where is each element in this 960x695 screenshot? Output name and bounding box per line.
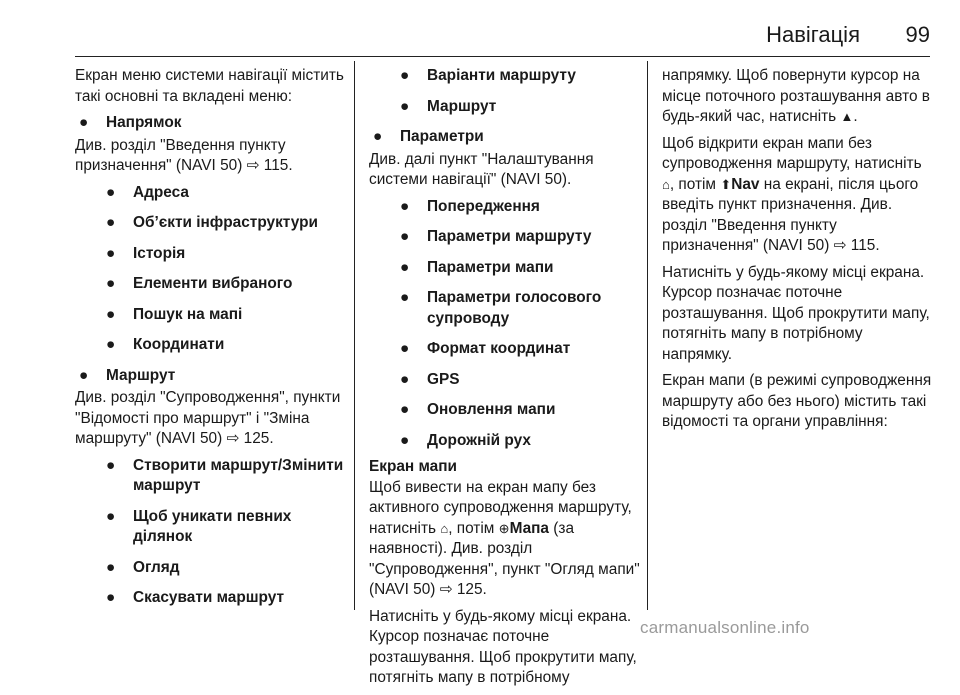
paragraph-text: на екрані, після цього введіть пункт призначення. Див. розділ "Введення пункту призначення" (NAVI 50) ⇨ 115. bbox=[662, 175, 919, 254]
bullet-icon: ● bbox=[106, 507, 116, 525]
list-item bbox=[102, 305, 347, 326]
menu-item-route: Маршрут bbox=[106, 366, 176, 384]
list-item bbox=[102, 183, 347, 204]
submenu-item: Історія bbox=[133, 244, 186, 262]
bullet-icon: ● bbox=[106, 305, 116, 323]
list-item bbox=[102, 335, 347, 356]
nav-label: Nav bbox=[731, 175, 760, 193]
paragraph: Натисніть у будь-якому місці екрана. Курсор позначає поточне розташування. Щоб прокрутити мапу, потягніть мапу в потрібному напрямку. bbox=[662, 263, 930, 363]
section-heading: Екран мапи bbox=[369, 458, 458, 475]
paragraph: Натисніть у будь-якому місці екрана. Курсор позначає поточне розташування. Щоб прокрутити мапу, потягніть мапу в потрібному bbox=[369, 607, 637, 686]
bullet-icon: ● bbox=[79, 114, 89, 131]
bullet-icon: ● bbox=[106, 244, 116, 262]
bullet-icon: ● bbox=[400, 289, 410, 306]
submenu-item: Попередження bbox=[427, 197, 540, 215]
list-item bbox=[102, 244, 347, 265]
bullet-icon: ● bbox=[400, 370, 410, 388]
bullet-icon: ● bbox=[106, 214, 116, 231]
bullet-icon: ● bbox=[400, 401, 410, 418]
submenu-item: Дорожній рух bbox=[427, 431, 531, 449]
submenu-item: Адреса bbox=[133, 183, 189, 201]
column-2 bbox=[369, 66, 641, 695]
list-item bbox=[102, 456, 347, 497]
paragraph bbox=[369, 478, 641, 601]
page-number: 99 bbox=[905, 22, 930, 47]
paragraph-text: (за наявності). Див. розділ "Супроводження", пункт "Огляд мапи" (NAVI 50) ⇨ 125. bbox=[369, 519, 640, 598]
item-description: Див. розділ "Введення пункту призначення" (NAVI 50) ⇨ 115. bbox=[75, 136, 293, 174]
list-item bbox=[396, 370, 641, 391]
submenu-item: Створити маршрут/Змінити маршрут bbox=[133, 456, 344, 494]
submenu-item: Оновлення мапи bbox=[427, 401, 556, 418]
home-icon: ⌂ bbox=[662, 176, 670, 192]
paragraph bbox=[662, 66, 936, 128]
bullet-icon: ● bbox=[400, 197, 410, 215]
bullet-icon: ● bbox=[106, 275, 116, 292]
submenu-item: Щоб уникати певних ділянок bbox=[133, 507, 292, 545]
bullet-icon: ● bbox=[400, 340, 410, 357]
submenu-item: Об’єкти інфраструктури bbox=[133, 214, 318, 231]
bullet-icon: ● bbox=[106, 336, 116, 353]
item-description: Див. далі пункт "Налаштування системи навігації" (NAVI 50). bbox=[369, 150, 594, 188]
map-icon: ⊕ bbox=[498, 520, 510, 536]
bullet-icon: ● bbox=[106, 558, 116, 576]
paragraph-text: , потім bbox=[448, 519, 495, 537]
paragraph-text: Щоб відкрити екран мапи без супроводження маршруту, натисніть bbox=[662, 134, 922, 172]
page-header-title: Навігація bbox=[766, 22, 860, 47]
nav-icon: ⬆ bbox=[720, 176, 732, 192]
column-3 bbox=[662, 66, 936, 439]
list-item bbox=[102, 274, 347, 295]
list-item bbox=[102, 558, 347, 579]
submenu-item: Огляд bbox=[133, 558, 180, 576]
submenu-item: Формат координат bbox=[427, 340, 571, 357]
bullet-icon: ● bbox=[106, 589, 116, 606]
paragraph bbox=[662, 134, 936, 257]
list-item bbox=[102, 507, 347, 548]
menu-item-settings: Параметри bbox=[400, 128, 484, 145]
submenu-item: Координати bbox=[133, 336, 225, 353]
item-description: Див. розділ "Супроводження", пункти "Відомості про маршрут" і "Зміна маршруту" (NAVI 50) ⇨ 125. bbox=[75, 389, 341, 447]
list-item bbox=[396, 66, 641, 87]
paragraph-text: , потім bbox=[669, 175, 717, 193]
bullet-icon: ● bbox=[400, 431, 410, 449]
paragraph: Екран мапи (в режимі супроводження маршруту або без нього) містить такі відомості та органи управління: bbox=[662, 372, 932, 430]
intro-text: Екран меню системи навігації містить такі основні та вкладені меню: bbox=[75, 67, 344, 105]
list-item bbox=[75, 366, 347, 387]
home-icon: ⌂ bbox=[440, 520, 449, 536]
bullet-icon: ● bbox=[400, 228, 410, 245]
submenu-item: Варіанти маршруту bbox=[427, 67, 576, 84]
list-item bbox=[396, 197, 641, 218]
list-item bbox=[102, 588, 347, 609]
map-label: Мапа bbox=[509, 519, 549, 537]
list-item bbox=[396, 288, 641, 329]
list-item bbox=[75, 113, 347, 134]
bullet-icon: ● bbox=[373, 128, 383, 145]
submenu-item: Елементи вибраного bbox=[133, 275, 293, 292]
arrow-up-icon: ▲ bbox=[840, 109, 854, 124]
submenu-item: Маршрут bbox=[427, 97, 497, 115]
list-item bbox=[369, 127, 641, 148]
submenu-item: Параметри маршруту bbox=[427, 228, 592, 245]
paragraph-text: напрямку. Щоб повернути курсор на місце поточного розташування авто в будь-який час, натисніть bbox=[662, 67, 930, 125]
paragraph-text: . bbox=[853, 108, 858, 125]
bullet-icon: ● bbox=[106, 456, 116, 474]
bullet-icon: ● bbox=[400, 258, 410, 276]
submenu-item: Параметри голосового супроводу bbox=[427, 289, 602, 327]
bullet-icon: ● bbox=[400, 97, 410, 115]
menu-item-direction: Напрямок bbox=[106, 114, 182, 131]
bullet-icon: ● bbox=[106, 183, 116, 201]
bullet-icon: ● bbox=[79, 366, 89, 384]
submenu-item: Параметри мапи bbox=[427, 258, 554, 276]
list-item bbox=[102, 213, 347, 234]
list-item bbox=[396, 339, 641, 360]
column-1 bbox=[75, 66, 347, 619]
list-item bbox=[396, 97, 641, 118]
submenu-item: Скасувати маршрут bbox=[133, 589, 285, 606]
watermark-text: carmanualsonline.info bbox=[640, 618, 810, 637]
column-divider-1 bbox=[354, 61, 355, 610]
header-rule bbox=[75, 56, 930, 57]
list-item bbox=[396, 431, 641, 452]
list-item bbox=[396, 400, 641, 421]
bullet-icon: ● bbox=[400, 67, 410, 84]
list-item bbox=[396, 227, 641, 248]
submenu-item: Пошук на мапі bbox=[133, 305, 243, 323]
paragraph-text: Щоб вивести на екран мапу без активного супроводження маршруту, натисніть bbox=[369, 478, 632, 537]
list-item bbox=[396, 258, 641, 279]
submenu-item: GPS bbox=[427, 370, 460, 388]
column-divider-2 bbox=[647, 61, 648, 610]
